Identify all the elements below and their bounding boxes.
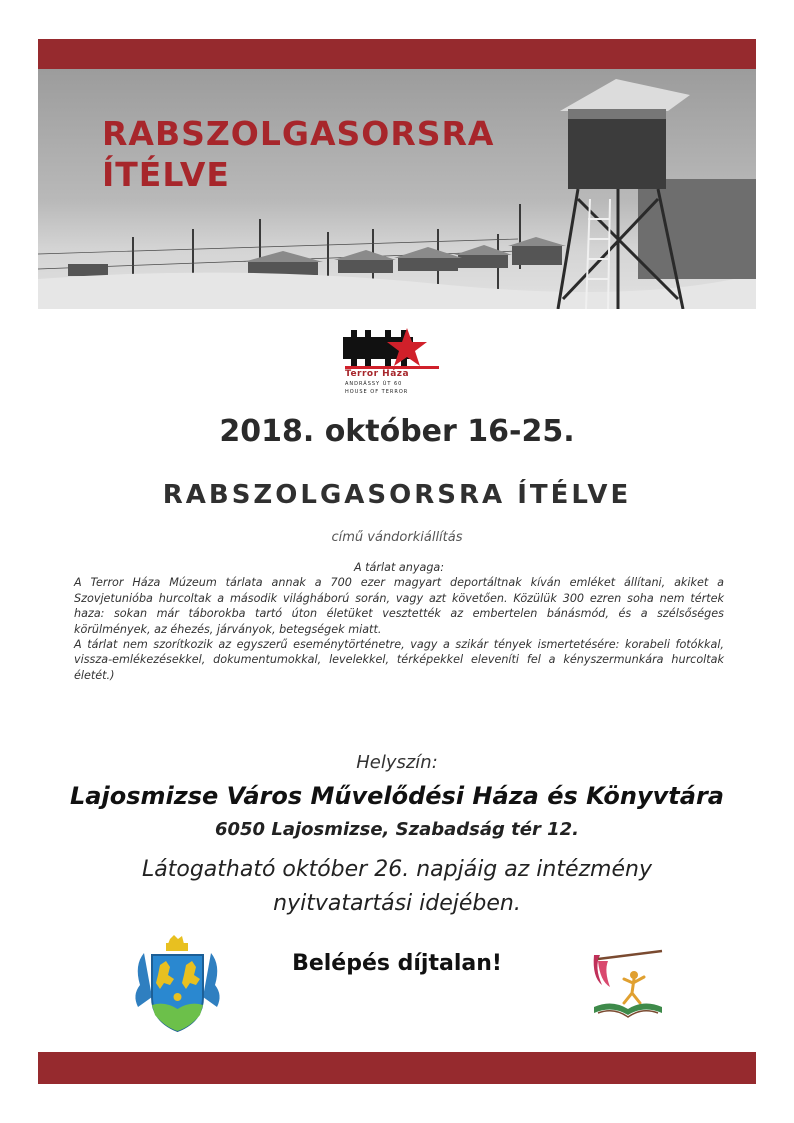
banner-image [38, 69, 756, 309]
visiting-info [0, 853, 794, 921]
banner-title-line-1: RABSZOLGASORSRA [102, 114, 495, 153]
logo-name: Terror Háza [345, 369, 410, 379]
exhibition-title: RABSZOLGASORSRA ÍTÉLVE [162, 480, 632, 510]
coat-of-arms-icon [130, 935, 225, 1035]
location-label: Helyszín: [356, 752, 438, 773]
event-date: 2018. október 16-25. [219, 414, 575, 449]
description-paragraph-2: A tárlat nem szorítkozik az egyszerű eseménytörténetre, vagy a szikár tények ismertetésére: korabeli fotókkal, vissza-emlékezésekkel, dokumentumokkal, levelekkel, térképekkel eleveníti fel a kényszermunkára hurcoltak életét.) [74, 638, 724, 682]
venue-address: 6050 Lajosmizse, Szabadság tér 12. [214, 819, 580, 840]
bottom-red-bar [38, 1052, 756, 1084]
banner-title-line-2: ÍTÉLVE [102, 155, 230, 194]
exhibition-subtitle: című vándorkiállítás [331, 530, 463, 545]
top-red-bar [38, 39, 756, 69]
venue-name: Lajosmizse Város Művelődési Háza és Könyvtára [70, 782, 724, 810]
exhibition-description [74, 560, 724, 683]
free-entry-note: Belépés díjtalan! [292, 951, 502, 976]
description-paragraph-1: A Terror Háza Múzeum tárlata annak a 700 ezer magyart deportáltnak kíván emléket állítani, akiket a Szovjetunióba hurcoltak a második világháború során, vagy azt követően. Közülük 300 ezren soha nem tértek haza: sokan már táborokba tartó úton életüket vesztették az embertelen bánásmód, és a szélsőséges körülmények, az éhezés, járványok, betegségek miatt. [74, 576, 724, 636]
description-title: A tárlat anyaga: [353, 561, 445, 574]
arts-book-icon [588, 947, 668, 1022]
logo-english-name: HOUSE OF TERROR [345, 389, 409, 395]
logo-address: ANDRÁSSY ÚT 60 [345, 381, 403, 387]
visiting-info-line-2: nyitvatartási idejében. [273, 891, 521, 916]
visiting-info-line-1: Látogatható október 26. napjáig az intézmény [142, 857, 652, 882]
banner-title [102, 113, 494, 195]
